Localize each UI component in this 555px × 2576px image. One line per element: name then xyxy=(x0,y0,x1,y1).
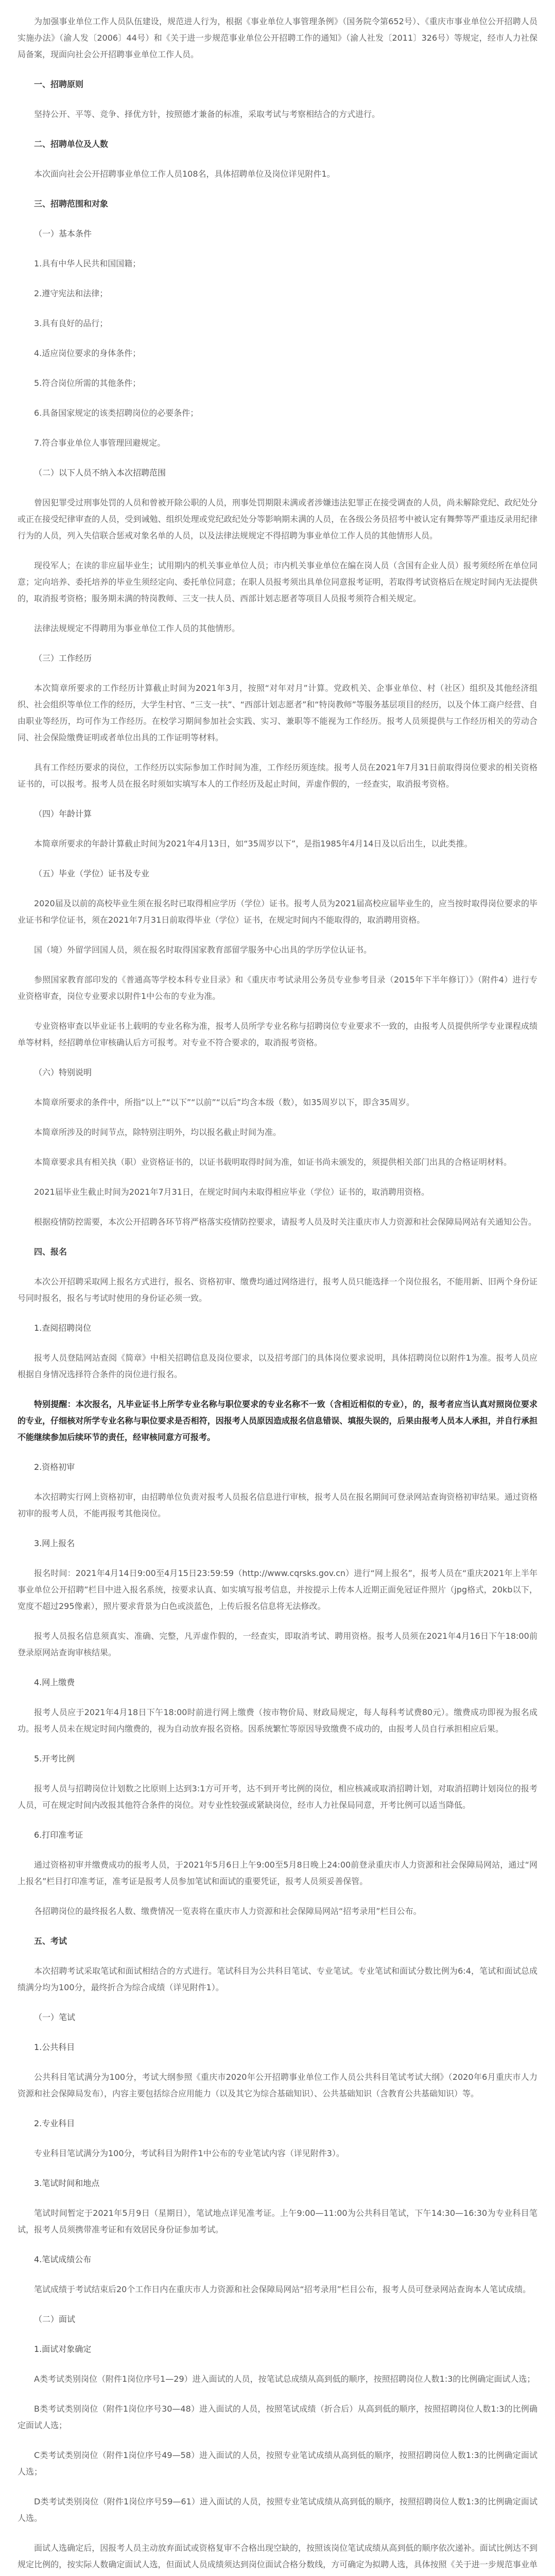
body-paragraph: 报考人员报名信息须真实、准确、完整，凡弄虚作假的，一经查实，即取消考试、聘用资格。报考人员须在2021年4月16日下午18:00前登录原网站查询审核结果。 xyxy=(18,1631,537,1657)
section-heading: 三、招聘范围和对象 xyxy=(34,199,109,209)
body-paragraph: 本简章所要求的条件中，所指“以上”“以下”“以前”“以后”均含本级（数），如35周岁以下，即含35周岁。 xyxy=(34,1097,415,1107)
body-paragraph: 本次招聘实行网上资格初审，由招聘单位负责对报考人员报名信息进行审核，报考人员在报名期间可登录网站查询资格初审结果。通过资格初审的报考人员，不能再报考其他岗位。 xyxy=(18,1492,537,1518)
body-paragraph: 本简章所要求的年龄计算截止时间为2021年4月13日，如“35周岁以下”，是指1985年4月14日及以后出生，以此类推。 xyxy=(34,839,473,849)
subsection-heading: （四）年龄计算 xyxy=(34,809,92,819)
body-paragraph: 报考人员登陆网站查阅《简章》中相关招聘信息及岗位要求，以及招考部门的具体岗位要求说明，具体招聘岗位以附件1为准。报考人员应根据自身情况选择符合条件的岗位进行报名。 xyxy=(18,1353,537,1379)
subsection-heading: （五）毕业（学位）证书及专业 xyxy=(34,869,150,878)
subsection-heading: 2.资格初审 xyxy=(34,1462,75,1472)
body-paragraph: A类考试类别岗位（附件1岗位序号1—29）进入面试的人员，按笔试总成绩从高到低的顺序，按照招聘岗位人数1:3的比例确定面试人选； xyxy=(34,2374,535,2384)
body-paragraph: 各招聘岗位的最终报名人数、缴费情况一览表将在重庆市人力资源和社会保障局网站“招考录用”栏目公布。 xyxy=(34,1906,422,1916)
section-heading: 一、招聘原则 xyxy=(34,79,84,89)
body-paragraph: 通过资格初审并缴费成功的报考人员，于2021年5月6日上午9:00至5月8日晚上24:00前登录重庆市人力资源和社会保障局网站，通过“网上报名”栏目打印准考证，准考证是报考人员参加笔试和面试的重要凭证，报考人员须妥善保管。 xyxy=(18,1860,537,1886)
body-paragraph: 2021届毕业生截止时间为2021年7月31日，在规定时间内未取得相应毕业（学位）证书的，取消聘用资格。 xyxy=(34,1187,429,1197)
body-paragraph: 2.遵守宪法和法律； xyxy=(34,289,108,298)
subsection-heading: （六）特别说明 xyxy=(34,1067,92,1077)
body-paragraph: 7.符合事业单位人事管理回避规定。 xyxy=(34,438,166,448)
body-paragraph: D类考试类别岗位（附件1岗位序号59—61）进入面试的人员，按照专业笔试成绩从高到低的顺序，按照招聘岗位人数1:3的比例确定面试人选。 xyxy=(18,2497,537,2523)
subsection-heading: 1.查阅招聘岗位 xyxy=(34,1323,92,1333)
body-paragraph: 坚持公开、平等、竞争、择优方针，按照德才兼备的标准，采取考试与考察相结合的方式进行。 xyxy=(34,109,380,119)
subsection-heading: （三）工作经历 xyxy=(34,653,92,663)
body-paragraph: 6.具备国家规定的该类招聘岗位的必要条件； xyxy=(34,408,199,418)
body-paragraph: 3.具有良好的品行； xyxy=(34,318,108,328)
section-heading: 五、考试 xyxy=(34,1936,67,1946)
body-paragraph: 现役军人；在读的非应届毕业生；试用期内的机关事业单位人员；市内机关事业单位在编在岗人员（含国有企业人员）报考须经所在单位同意；定向培养、委托培养的毕业生须经定向、委托单位同意；在职人员报考须出具单位同意报考证明，若取得考试资格后在规定时间内无法提供的，取消报考资格；服务期未满的特岗教师、三支一扶人员、西部计划志愿者等项目人员报考须符合相关规定。 xyxy=(18,561,537,603)
body-paragraph: 笔试成绩于考试结束后20个工作日内在重庆市人力资源和社会保障局网站“招考录用”栏目公布，报考人员可登录网站查询本人笔试成绩。 xyxy=(34,2284,531,2294)
body-paragraph: 本次简章所要求的工作经历计算截止时间为2021年3月，按照“对年对月”计算。党政机关、企事业单位、村（社区）组织及其他经济组织、社会组织等单位工作的经历，大学生村官、“三支一扶”、“西部计划志愿者”和“特岗教师”等服务基层项目的经历，以及个体工商户经营、自由职业等经历，均可作为工作经历。在校学习期间参加社会实践、实习、兼职等不能视为工作经历。报考人员须提供与工作经历相关的劳动合同、社会保险缴费证明或者单位出具的工作证明等材料。 xyxy=(18,683,537,742)
body-paragraph: 为加强事业单位工作人员队伍建设，规范进人行为，根据《事业单位人事管理条例》（国务院令第652号）、《重庆市事业单位公开招聘人员实施办法》（渝人发〔2006〕44号）和《关于进一步规范事业单位公开招聘工作的通知》（渝人社发〔2011〕326号）等规定，经市人力社保局备案，现面向社会公开招聘事业单位工作人员。 xyxy=(18,16,537,59)
body-paragraph: 本简章要求具有相关执（职）业资格证书的，以证书载明取得时间为准，如证书尚未颁发的，须提供相关部门出具的合格证明材料。 xyxy=(34,1157,512,1167)
subsection-heading: 4.笔试成绩公布 xyxy=(34,2255,92,2264)
highlight-paragraph: 特别提醒：本次报名，凡毕业证书上所学专业名称与职位要求的专业名称不一致（含相近相似的专业），的，报考者应当认真对照岗位要求的专业，仔细核对所学专业名称与职位要求是否相符，因报考人员原因造成报名信息错误、填报失误的，后果由报考人员本人承担，并自行承担不能继续参加后续环节的责任，经审核同意方可报考。 xyxy=(18,1399,537,1442)
body-paragraph: 专业科目笔试满分为100分，考试科目为附件1中公布的专业笔试内容（详见附件3）。 xyxy=(34,2148,344,2158)
body-paragraph: 本次招聘考试采取笔试和面试相结合的方式进行。笔试科目为公共科目笔试、专业笔试。专业笔试和面试分数比例为6:4，笔试和面试总成绩满分均为100分，最终折合为综合成绩（详见附件1）。 xyxy=(18,1966,537,1992)
body-paragraph: 曾因犯罪受过刑事处罚的人员和曾被开除公职的人员，刑事处罚期限未满或者涉嫌违法犯罪正在接受调查的人员，尚未解除党纪、政纪处分或正在接受纪律审查的人员，受到诫勉、组织处理或党纪政纪处分等影响期未满的人员，在各级公务员招考中被认定有舞弊等严重违反录用纪律行为的人员，列入失信联合惩戒对象名单的人员，以及法律法规规定不得招聘为事业单位工作人员的其他情形人员。 xyxy=(18,498,537,540)
body-paragraph: C类考试类别岗位（附件1岗位序号49—58）进入面试的人员，按照专业笔试成绩从高到低的顺序，按照招聘岗位人数1:3的比例确定面试人选； xyxy=(18,2450,537,2477)
subsection-heading: 1.面试对象确定 xyxy=(34,2344,92,2354)
subsection-heading: 4.网上缴费 xyxy=(34,1677,75,1687)
body-paragraph: 报考人员应于2021年4月18日下午18:00时前进行网上缴费（按市物价局、财政局规定，每人每科考试费80元）。缴费成功即视为报名成功。报考人员未在规定时间内缴费的，视为自动放弃报名资格。因系统繁忙等原因导致缴费不成功的，由报考人员自行承担相应后果。 xyxy=(18,1707,537,1734)
subsection-heading: （二）以下人员不纳入本次招聘范围 xyxy=(34,468,166,478)
body-paragraph: 具有工作经历要求的岗位，工作经历以实际参加工作时间为准，工作经历须连续。报考人员在2021年7月31日前取得岗位要求的相关资格证书的，可以报考。报考人员在报名时须如实填写本人的工作经历及起止时间，弄虚作假的，一经查实，取消报考资格。 xyxy=(18,762,537,789)
body-paragraph: 专业资格审查以毕业证书上载明的专业名称为准，报考人员所学专业名称与招聘岗位专业要求不一致的，由报考人员提供所学专业课程成绩单等材料，经招聘单位审核确认后方可报考。对专业不符合要求的，取消报考资格。 xyxy=(18,1021,537,1047)
subsection-heading: 3.网上报名 xyxy=(34,1538,75,1548)
body-paragraph: 4.适应岗位要求的身体条件； xyxy=(34,348,141,358)
body-paragraph: 5.符合岗位所需的其他条件； xyxy=(34,378,141,388)
subsection-heading: 6.打印准考证 xyxy=(34,1830,83,1840)
subsection-heading: 1.公共科目 xyxy=(34,2042,75,2052)
subsection-heading: 5.开考比例 xyxy=(34,1754,75,1764)
subsection-heading: （一）笔试 xyxy=(34,2012,76,2022)
body-paragraph: 报名时间：2021年4月14日9:00至4月15日23:59:59（http://www.cqrsks.gov.cn）进行“网上报名”，报考人员在“重庆2021年上半年事业单位公开招聘”栏目中进入报名系统，按要求认真、如实填写报考信息，并按提示上传本人近期正面免冠证件照片（jpg格式，20kb以下，宽度不超过295像素），照片要求背景为白色或淡蓝色，上传后报名信息将无法修改。 xyxy=(18,1568,537,1611)
body-paragraph: B类考试类别岗位（附件1岗位序号30—48）进入面试的人员，按照笔试成绩（折合后）从高到低的顺序，按照招聘岗位人数1:3的比例确定面试人选； xyxy=(18,2404,537,2430)
body-paragraph: 法律法规规定不得聘用为事业单位工作人员的其他情形。 xyxy=(34,623,240,633)
body-paragraph: 根据疫情防控需要，本次公开招聘各环节将严格落实疫情防控要求，请报考人员及时关注重庆市人力资源和社会保障局网站有关通知公告。 xyxy=(34,1217,537,1227)
body-paragraph: 报考人员与招聘岗位计划数之比原则上达到3:1方可开考，达不到开考比例的岗位，相应核减或取消招聘计划，对取消招聘计划岗位的报考人员，可在规定时间内改报其他符合条件的岗位。对专业性较强或紧缺岗位，经市人力社保局同意，开考比例可以适当降低。 xyxy=(18,1784,537,1810)
body-paragraph: 1.具有中华人民共和国国籍； xyxy=(34,259,141,268)
body-paragraph: 本次面向社会公开招聘事业单位工作人员108名，具体招聘单位及岗位详见附件1。 xyxy=(34,169,335,179)
section-heading: 四、报名 xyxy=(34,1247,67,1257)
subsection-heading: （一）基本条件 xyxy=(34,229,92,239)
subsection-heading: 3.笔试时间和地点 xyxy=(34,2178,100,2188)
body-paragraph: 笔试时间暂定于2021年5月9日（星期日），笔试地点详见准考证。上午9:00—11:00为公共科目笔试，下午14:30—16:30为专业科目笔试，报考人员须携带准考证和有效居民身份证参加考试。 xyxy=(18,2208,537,2234)
body-paragraph: 本简章所涉及的时间节点，除特别注明外，均以报名截止时间为准。 xyxy=(34,1127,282,1137)
body-paragraph: 参照国家教育部印发的《普通高等学校本科专业目录》和《重庆市考试录用公务员专业参考目录（2015年下半年修订）》（附件4）进行专业资格审查，岗位专业要求以附件1中公布的专业为准。 xyxy=(18,975,537,1001)
subsection-heading: 2.专业科目 xyxy=(34,2119,75,2128)
body-paragraph: 面试人选确定后，因报考人员主动放弃面试或资格复审不合格出现空缺的，按照该岗位笔试成绩从高到低的顺序依次递补。面试比例达不到规定比例的，按实际人数确定面试人选，但面试人员成绩须达到岗位面试合格分数线，方可确定为拟聘人选，具体按照《关于进一步规范事业单 xyxy=(18,2543,537,2569)
body-paragraph: 国（境）外留学回国人员，须在报名时取得国家教育部留学服务中心出具的学历学位认证书。 xyxy=(34,945,372,955)
body-paragraph: 2020届及以前的高校毕业生须在报名时已取得相应学历（学位）证书。报考人员为2021届高校应届毕业生的，应当按时取得岗位要求的毕业证书和学位证书，须在2021年7月31日前取得毕业（学位）证书，在规定时间内不能取得的，取消聘用资格。 xyxy=(18,899,537,925)
section-heading: 二、招聘单位及人数 xyxy=(34,139,109,149)
body-paragraph: 公共科目笔试满分为100分，考试大纲参照《重庆市2020年公开招聘事业单位工作人员公共科目笔试考试大纲》（2020年6月重庆市人力资源和社会保障局发布），内容主要包括综合应用能力（以及其它为综合基础知识）、公共基础知识（含教育公共基础知识）等。 xyxy=(18,2072,537,2098)
body-paragraph: 本次公开招聘采取网上报名方式进行，报名、资格初审、缴费均通过网络进行，报考人员只能选择一个岗位报名，不能用新、旧两个身份证号同时报名，报名与考试时使用的身份证必须一致。 xyxy=(18,1277,537,1303)
subsection-heading: （二）面试 xyxy=(34,2314,76,2324)
